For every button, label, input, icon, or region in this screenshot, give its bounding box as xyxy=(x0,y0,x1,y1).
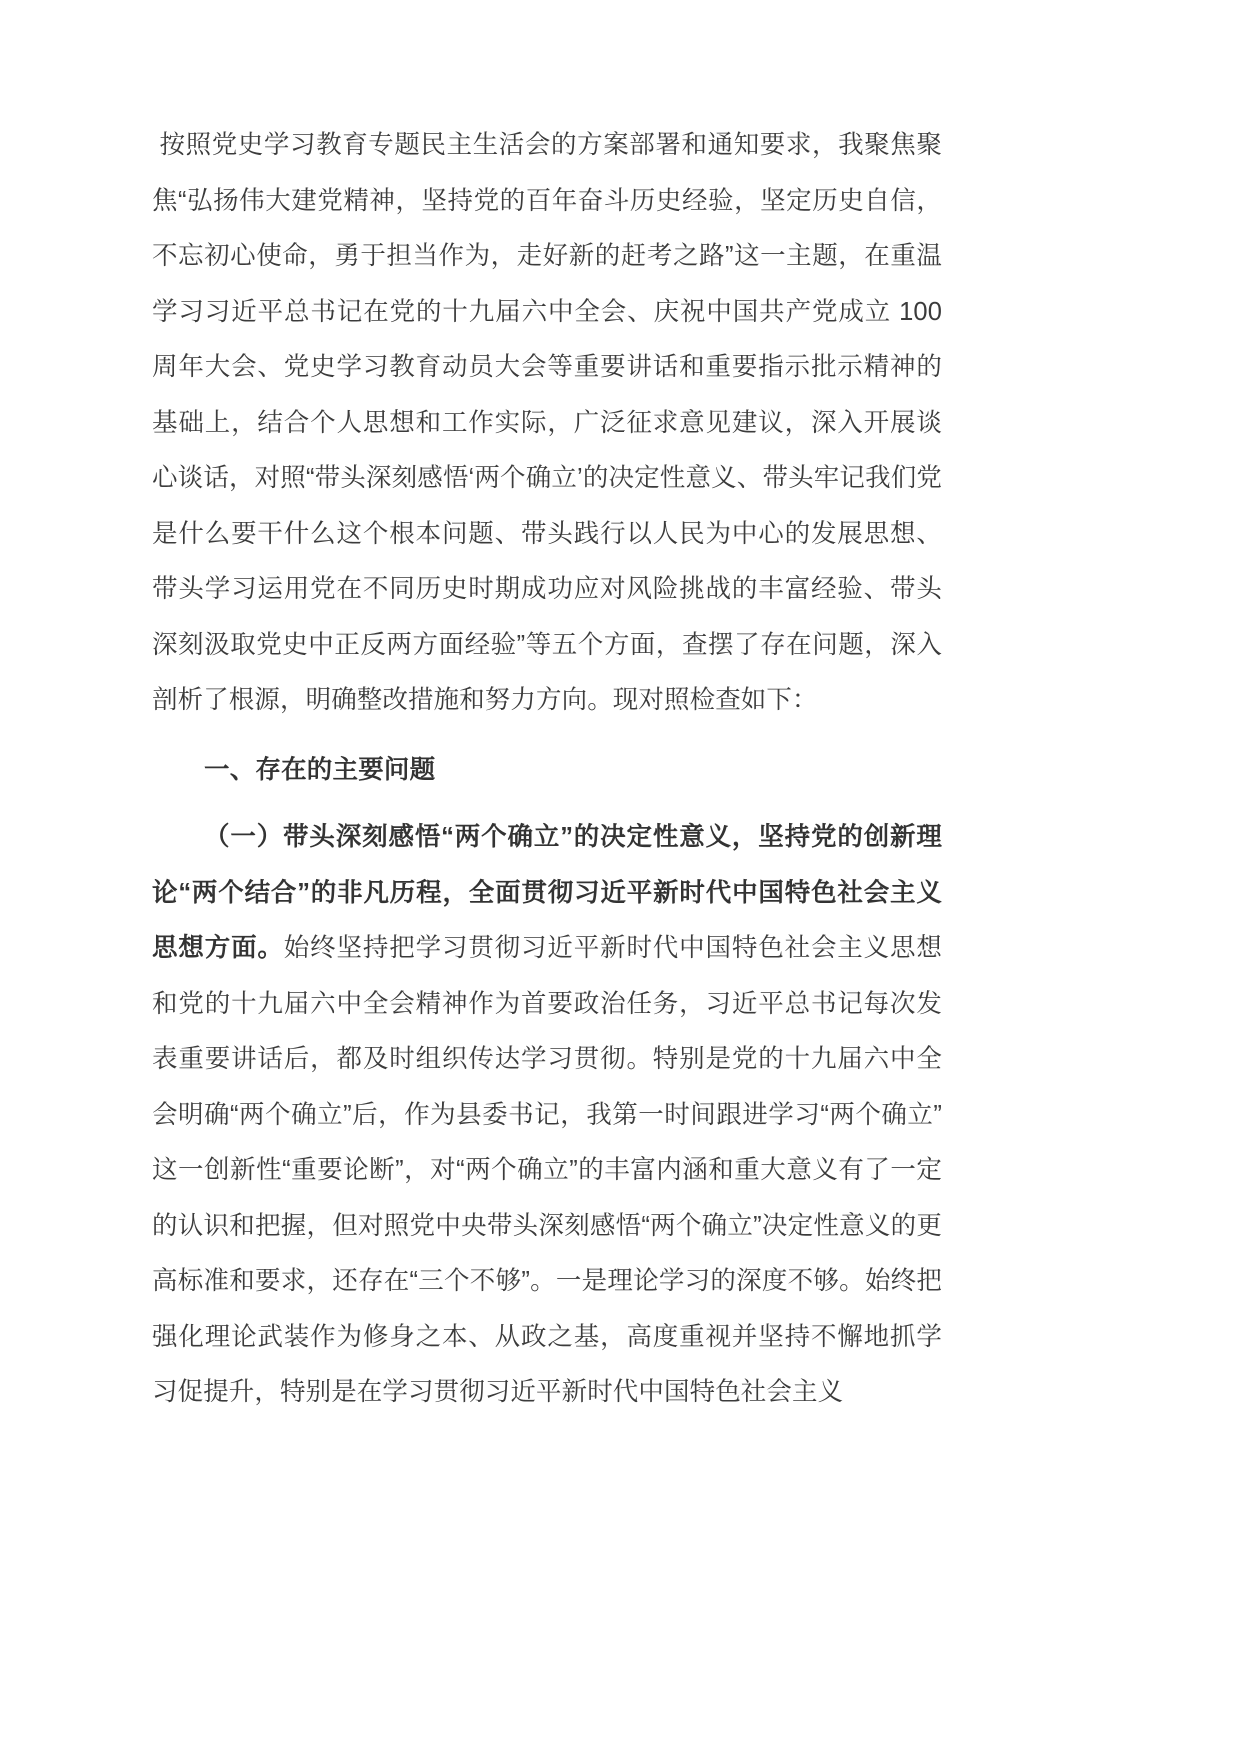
document-body xyxy=(152,118,942,1421)
subsection-one-body: 始终坚持把学习贯彻习近平新时代中国特色社会主义思想和党的十九届六中全会精神作为首要政治任务，习近平总书记每次发表重要讲话后，都及时组织传达学习贯彻。特别是党的十九届六中全会明确“两个确立”后，作为县委书记，我第一时间跟进学习“两个确立”这一创新性“重要论断”，对“两个确立”的丰富内涵和重大意义有了一定的认识和把握，但对照党中央带头深刻感悟“两个确立”决定性意义的更高标准和要求，还存在“三个不够”。一是理论学习的深度不够。始终把强化理论武装作为修身之本、从政之基，高度重视并坚持不懈地抓学习促提升，特别是在学习贯彻习近平新时代中国特色社会主义 xyxy=(152,934,942,1406)
subsection-one xyxy=(152,798,942,1421)
opening-paragraph: 按照党史学习教育专题民主生活会的方案部署和通知要求，我聚焦聚焦“弘扬伟大建党精神，坚持党的百年奋斗历史经验，坚定历史自信，不忘初心使命，勇于担当作为，走好新的赶考之路”这一主题，在重温学习习近平总书记在党的十九届六中全会、庆祝中国共产党成立 100 周年大会、党史学习教育动员大会等重要讲话和重要指示批示精神的基础上，结合个人思想和工作实际，广泛征求意见建议，深入开展谈心谈话，对照“带头深刻感悟‘两个确立’的决定性意义、带头牢记我们党是什么要干什么这个根本问题、带头践行以人民为中心的发展思想、带头学习运用党在不同历史时期成功应对风险挑战的丰富经验、带头深刻汲取党史中正反两方面经验”等五个方面，查摆了存在问题，深入剖析了根源，明确整改措施和努力方向。现对照检查如下： xyxy=(152,131,942,714)
section-heading-existing-problems: 一、存在的主要问题 xyxy=(204,755,436,784)
subsection-one-title: （一）带头深刻感悟“两个确立”的决定性意义，坚持党的创新理论“两个结合”的非凡历程，全面贯彻习近平新时代中国特色社会主义思想方面。 xyxy=(152,823,942,962)
